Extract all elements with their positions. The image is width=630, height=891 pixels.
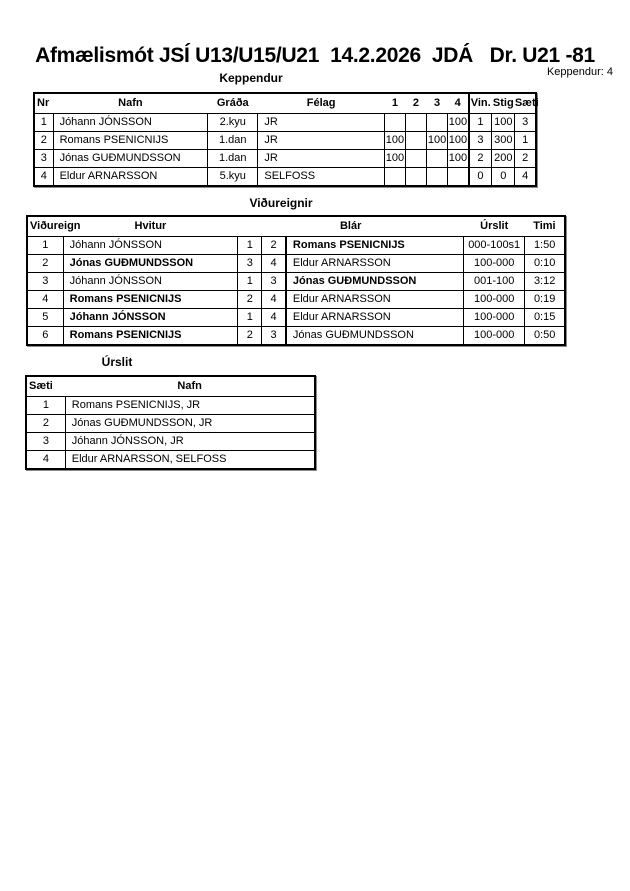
col-header-3: 3 xyxy=(427,93,448,114)
cell-nafn: Jóhann JÓNSSON xyxy=(53,114,208,132)
col-header-blar: Blár xyxy=(238,216,464,237)
section-title-vidureignir: Viðureignir xyxy=(249,196,313,210)
cell-hvitur-nr: 1 xyxy=(238,309,262,327)
cell-nr: 3 xyxy=(34,150,53,168)
table-header-row xyxy=(34,93,536,114)
cell-score-1 xyxy=(384,168,405,187)
cell-match-nr: 1 xyxy=(27,237,63,255)
cell-hvitur: Jóhann JÓNSSON xyxy=(63,273,238,291)
cell-saeti: 3 xyxy=(26,433,65,451)
cell-score-3 xyxy=(427,168,448,187)
col-header-1: 1 xyxy=(384,93,405,114)
cell-score-1: 100 xyxy=(384,132,405,150)
section-title-keppendur: Keppendur xyxy=(219,71,283,85)
cell-timi: 3:12 xyxy=(525,273,565,291)
table-row xyxy=(34,132,536,150)
page-title: Afmælismót JSÍ U13/U15/U21 14.2.2026 JDÁ Dr. U21 -81 xyxy=(35,44,595,67)
cell-saeti: 3 xyxy=(515,114,536,132)
cell-saeti: 4 xyxy=(515,168,536,187)
col-header-felag: Félag xyxy=(258,93,385,114)
cell-blar-nr: 3 xyxy=(262,327,286,346)
cell-nr: 2 xyxy=(34,132,53,150)
cell-nafn: Eldur ARNARSSON xyxy=(53,168,208,187)
section-title-urslit: Úrslit xyxy=(101,355,133,369)
cell-grada: 1.dan xyxy=(208,150,258,168)
cell-blar-nr: 3 xyxy=(262,273,286,291)
table-header-row xyxy=(27,216,565,237)
table-row xyxy=(34,114,536,132)
cell-blar: Romans PSENICNIJS xyxy=(286,237,464,255)
cell-match-nr: 3 xyxy=(27,273,63,291)
cell-match-nr: 6 xyxy=(27,327,63,346)
cell-vin: 1 xyxy=(469,114,492,132)
cell-score-4: 100 xyxy=(448,150,469,168)
cell-saeti: 1 xyxy=(26,397,65,415)
cell-hvitur-nr: 1 xyxy=(238,237,262,255)
cell-score-2 xyxy=(405,168,426,187)
cell-blar: Eldur ARNARSSON xyxy=(286,291,464,309)
cell-felag: JR xyxy=(258,150,385,168)
col-header-vin: Vin. xyxy=(469,93,492,114)
cell-blar: Eldur ARNARSSON xyxy=(286,255,464,273)
table-row xyxy=(27,291,565,309)
cell-score-3 xyxy=(427,150,448,168)
table-row xyxy=(26,433,315,451)
table-row xyxy=(27,327,565,346)
cell-hvitur: Romans PSENICNIJS xyxy=(63,327,238,346)
cell-score-2 xyxy=(405,114,426,132)
table-row xyxy=(26,415,315,433)
cell-vin: 2 xyxy=(469,150,492,168)
cell-score-1 xyxy=(384,114,405,132)
cell-stig: 100 xyxy=(492,114,515,132)
cell-saeti: 2 xyxy=(515,150,536,168)
cell-saeti: 1 xyxy=(515,132,536,150)
cell-score-2 xyxy=(405,132,426,150)
cell-match-nr: 5 xyxy=(27,309,63,327)
col-header-vidureign: Viðureign xyxy=(27,216,63,237)
cell-hvitur: Romans PSENICNIJS xyxy=(63,291,238,309)
table-row xyxy=(26,451,315,470)
col-header-nr: Nr xyxy=(34,93,53,114)
cell-nafn: Eldur ARNARSSON, SELFOSS xyxy=(65,451,315,470)
cell-score-4 xyxy=(448,168,469,187)
cell-vin: 3 xyxy=(469,132,492,150)
cell-urslit: 100-000 xyxy=(464,309,525,327)
cell-nr: 4 xyxy=(34,168,53,187)
cell-grada: 5.kyu xyxy=(208,168,258,187)
cell-score-3 xyxy=(427,114,448,132)
keppendur-table xyxy=(33,92,537,187)
col-header-2: 2 xyxy=(405,93,426,114)
cell-score-1: 100 xyxy=(384,150,405,168)
cell-urslit: 100-000 xyxy=(464,327,525,346)
col-header-hvitur: Hvitur xyxy=(63,216,238,237)
cell-hvitur: Jónas GUÐMUNDSSON xyxy=(63,255,238,273)
cell-match-nr: 2 xyxy=(27,255,63,273)
cell-score-4: 100 xyxy=(448,132,469,150)
cell-stig: 200 xyxy=(492,150,515,168)
cell-grada: 1.dan xyxy=(208,132,258,150)
table-row xyxy=(34,168,536,187)
table-row xyxy=(27,255,565,273)
cell-blar-nr: 2 xyxy=(262,237,286,255)
cell-blar: Eldur ARNARSSON xyxy=(286,309,464,327)
cell-nafn: Jóhann JÓNSSON, JR xyxy=(65,433,315,451)
cell-timi: 0:10 xyxy=(525,255,565,273)
cell-urslit: 100-000 xyxy=(464,291,525,309)
cell-timi: 0:19 xyxy=(525,291,565,309)
col-header-nafn: Nafn xyxy=(65,376,315,397)
cell-score-2 xyxy=(405,150,426,168)
cell-saeti: 4 xyxy=(26,451,65,470)
cell-match-nr: 4 xyxy=(27,291,63,309)
table-row xyxy=(26,397,315,415)
cell-urslit: 100-000 xyxy=(464,255,525,273)
cell-felag: SELFOSS xyxy=(258,168,385,187)
col-header-nafn: Nafn xyxy=(53,93,208,114)
cell-blar-nr: 4 xyxy=(262,309,286,327)
col-header-urslit: Úrslit xyxy=(464,216,525,237)
cell-blar: Jónas GUÐMUNDSSON xyxy=(286,273,464,291)
cell-stig: 0 xyxy=(492,168,515,187)
table-row xyxy=(27,309,565,327)
cell-blar: Jónas GUÐMUNDSSON xyxy=(286,327,464,346)
cell-nafn: Romans PSENICNIJS xyxy=(53,132,208,150)
cell-blar-nr: 4 xyxy=(262,255,286,273)
cell-saeti: 2 xyxy=(26,415,65,433)
cell-hvitur: Jóhann JÓNSSON xyxy=(63,309,238,327)
cell-hvitur-nr: 2 xyxy=(238,291,262,309)
cell-score-4: 100 xyxy=(448,114,469,132)
cell-felag: JR xyxy=(258,132,385,150)
col-header-timi: Timi xyxy=(525,216,565,237)
cell-vin: 0 xyxy=(469,168,492,187)
col-header-grada: Gráða xyxy=(208,93,258,114)
table-header-row xyxy=(26,376,315,397)
cell-nafn: Jónas GUÐMUNDSSON xyxy=(53,150,208,168)
vidureignir-table xyxy=(26,215,566,346)
cell-grada: 2.kyu xyxy=(208,114,258,132)
cell-hvitur-nr: 2 xyxy=(238,327,262,346)
competitor-count: Keppendur: 4 xyxy=(546,66,613,78)
cell-urslit: 001-100 xyxy=(464,273,525,291)
cell-felag: JR xyxy=(258,114,385,132)
table-row xyxy=(27,273,565,291)
table-row xyxy=(27,237,565,255)
cell-timi: 0:50 xyxy=(525,327,565,346)
col-header-saeti: Sæti xyxy=(515,93,536,114)
cell-hvitur-nr: 1 xyxy=(238,273,262,291)
cell-nafn: Romans PSENICNIJS, JR xyxy=(65,397,315,415)
cell-timi: 1:50 xyxy=(525,237,565,255)
table-row xyxy=(34,150,536,168)
col-header-stig: Stig xyxy=(492,93,515,114)
cell-blar-nr: 4 xyxy=(262,291,286,309)
cell-nafn: Jónas GUÐMUNDSSON, JR xyxy=(65,415,315,433)
urslit-table xyxy=(25,375,316,470)
cell-hvitur-nr: 3 xyxy=(238,255,262,273)
cell-timi: 0:15 xyxy=(525,309,565,327)
cell-urslit: 000-100s1 xyxy=(464,237,525,255)
col-header-4: 4 xyxy=(448,93,469,114)
cell-score-3: 100 xyxy=(427,132,448,150)
cell-nr: 1 xyxy=(34,114,53,132)
cell-stig: 300 xyxy=(492,132,515,150)
cell-hvitur: Jóhann JÓNSSON xyxy=(63,237,238,255)
col-header-saeti: Sæti xyxy=(26,376,65,397)
